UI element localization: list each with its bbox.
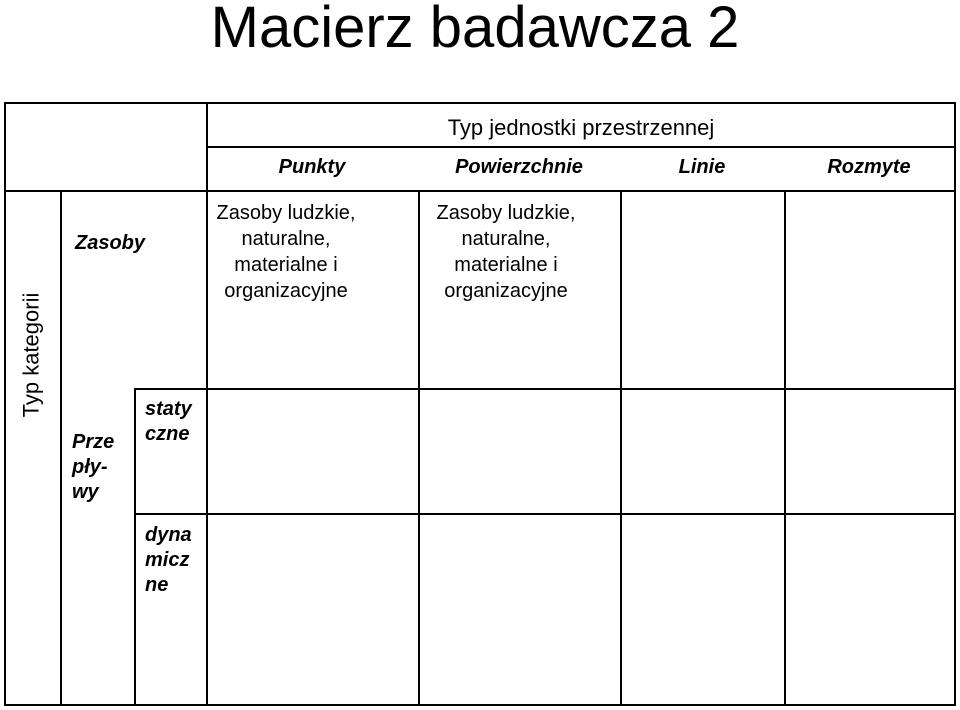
row-divider-2 — [134, 513, 956, 515]
subrow-divider — [134, 388, 136, 706]
column-header-powierzchnie: Powierzchnie — [455, 156, 583, 178]
table-border-bottom — [4, 704, 956, 706]
row-axis-divider — [60, 190, 62, 706]
table-border-right — [954, 102, 956, 706]
header-divider — [206, 146, 956, 148]
row-divider-1 — [134, 388, 956, 390]
column-header-rozmyte: Rozmyte — [827, 156, 911, 178]
col-divider-3 — [784, 190, 786, 706]
header-left-edge — [206, 102, 208, 706]
column-header-linie: Linie — [678, 156, 726, 178]
row-axis-label: Typ kategorii — [18, 292, 44, 418]
subrow-label-statyczne: staty czne — [145, 398, 192, 445]
row-label-przeplywy: Prze pły- wy — [72, 431, 115, 503]
col-divider-2 — [620, 190, 622, 706]
table-border-top — [4, 102, 956, 104]
cell-zasoby-punkty: Zasoby ludzkie, naturalne, materialne i organizacyjne — [216, 202, 356, 302]
header-bottom — [4, 190, 956, 192]
row-label-zasoby: Zasoby — [74, 232, 146, 254]
column-header-punkty: Punkty — [278, 156, 346, 178]
subrow-label-dynamiczne: dyna micz ne — [145, 524, 192, 596]
header-main-label: Typ jednostki przestrzennej — [447, 115, 715, 140]
cell-zasoby-powierzchnie: Zasoby ludzkie, naturalne, materialne i organizacyjne — [436, 202, 576, 302]
page-title: Macierz badawcza 2 — [210, 0, 740, 60]
